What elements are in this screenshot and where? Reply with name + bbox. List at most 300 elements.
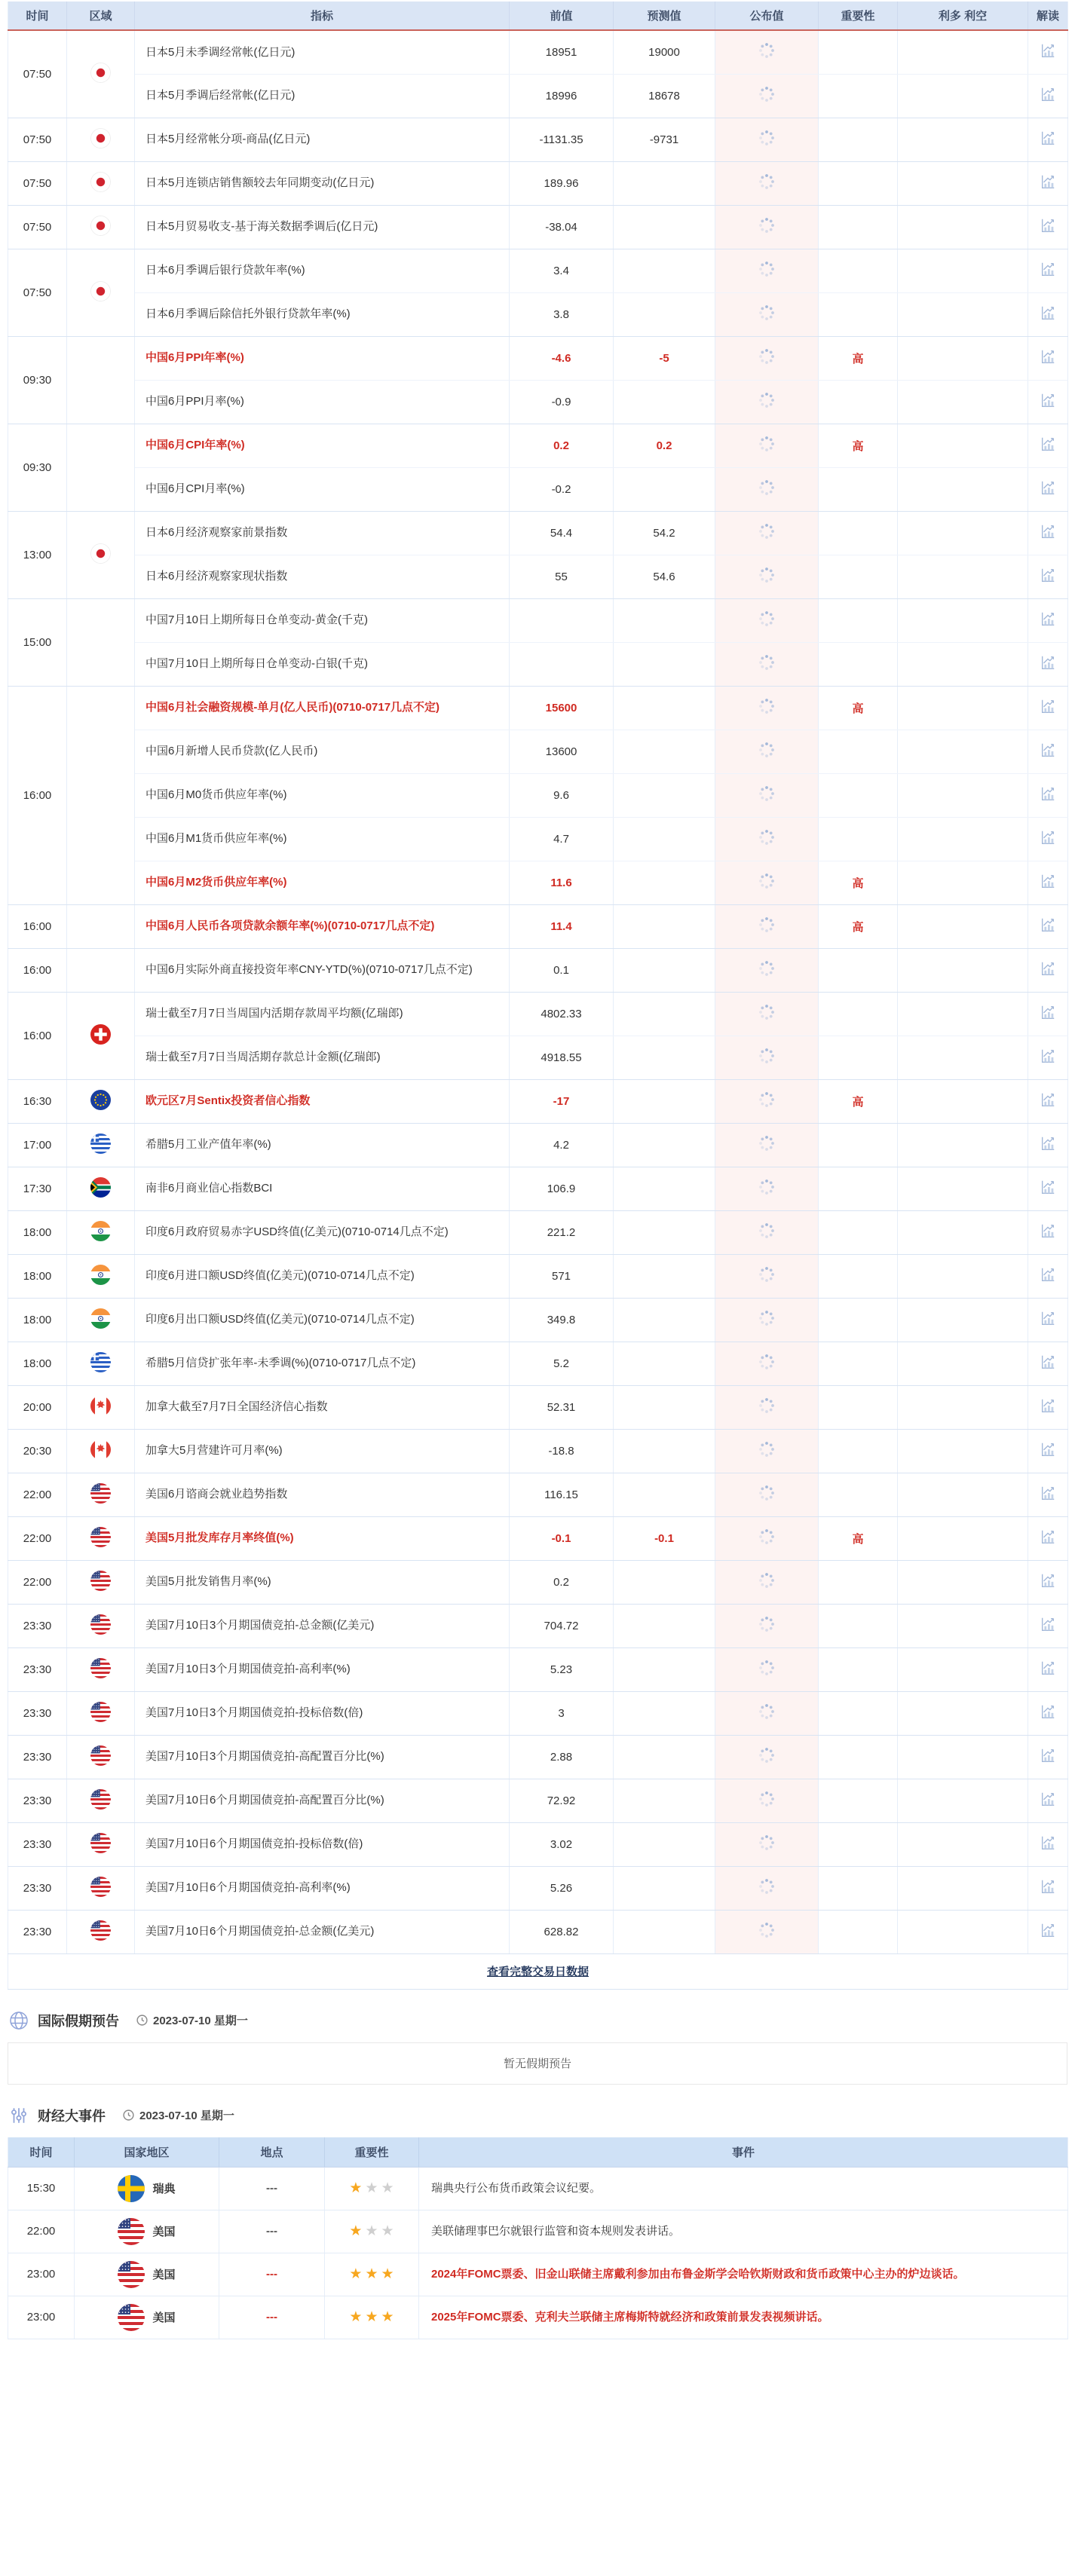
- indicator-cell[interactable]: 加拿大截至7月7日全国经济信心指数: [135, 1385, 510, 1429]
- read-cell[interactable]: [1028, 467, 1068, 511]
- loading-spinner-icon: [758, 1921, 776, 1939]
- read-cell[interactable]: [1028, 1342, 1068, 1385]
- region-cell: [67, 948, 135, 992]
- previous-value-cell: 4802.33: [510, 992, 614, 1036]
- previous-value-cell: 5.23: [510, 1647, 614, 1691]
- read-cell[interactable]: [1028, 598, 1068, 642]
- forecast-value-cell: [614, 1691, 715, 1735]
- indicator-cell[interactable]: 日本6月经济观察家前景指数: [135, 511, 510, 555]
- previous-value-cell: 0.2: [510, 424, 614, 467]
- time-cell: 22:00: [8, 1516, 67, 1560]
- bullish-bearish-cell: [898, 1604, 1028, 1647]
- published-value-cell: [715, 948, 819, 992]
- region-cell: [67, 1167, 135, 1210]
- indicator-cell[interactable]: 中国6月CPI年率(%): [135, 424, 510, 467]
- calendar-row: [8, 1210, 1068, 1254]
- read-cell[interactable]: [1028, 642, 1068, 686]
- published-value-cell: [715, 336, 819, 380]
- clock-icon: [122, 2109, 135, 2122]
- calendar-row: [8, 161, 1068, 205]
- chart-icon: [1040, 1222, 1056, 1239]
- flag-jp-icon: [90, 543, 111, 564]
- time-cell: 07:50: [8, 118, 67, 161]
- importance-cell: [819, 511, 898, 555]
- bullish-bearish-cell: [898, 424, 1028, 467]
- forecast-value-cell: [614, 817, 715, 861]
- forecast-value-cell: -0.1: [614, 1516, 715, 1560]
- region-cell: [67, 249, 135, 336]
- importance-cell: [819, 249, 898, 292]
- read-cell[interactable]: [1028, 555, 1068, 598]
- previous-value-cell: -17: [510, 1079, 614, 1123]
- star-icon: ★: [365, 2266, 378, 2282]
- importance-cell: 高: [819, 424, 898, 467]
- previous-value-cell: 0.1: [510, 948, 614, 992]
- published-value-cell: [715, 773, 819, 817]
- published-value-cell: [715, 1560, 819, 1604]
- read-cell[interactable]: [1028, 30, 1068, 74]
- indicator-cell[interactable]: 中国6月人民币各项贷款余额年率(%)(0710-0717几点不定): [135, 904, 510, 948]
- event-description-cell: 2025年FOMC票委、克利夫兰联储主席梅斯特就经济和政策前景发表视频讲话。: [419, 2296, 1068, 2339]
- event-time-cell: 23:00: [8, 2296, 75, 2339]
- previous-value-cell: 704.72: [510, 1604, 614, 1647]
- loading-spinner-icon: [758, 1659, 776, 1677]
- bullish-bearish-cell: [898, 1079, 1028, 1123]
- read-cell[interactable]: [1028, 1254, 1068, 1298]
- indicator-cell[interactable]: 日本5月经常帐分项-商品(亿日元): [135, 118, 510, 161]
- flag-se-icon: [118, 2175, 145, 2202]
- time-cell: 23:30: [8, 1910, 67, 1953]
- indicator-cell[interactable]: 美国7月10日3个月期国债竞拍-投标倍数(倍): [135, 1691, 510, 1735]
- bullish-bearish-cell: [898, 1210, 1028, 1254]
- forecast-value-cell: 54.2: [614, 511, 715, 555]
- country-label: 瑞典: [152, 2183, 176, 2195]
- read-cell[interactable]: [1028, 861, 1068, 904]
- previous-value-cell: [510, 642, 614, 686]
- flag-jp-icon: [90, 128, 111, 148]
- loading-spinner-icon: [758, 435, 776, 453]
- previous-value-cell: 116.15: [510, 1473, 614, 1516]
- calendar-row: [8, 292, 1068, 336]
- calendar-row: [8, 424, 1068, 467]
- flag-us-icon: [90, 1527, 111, 1547]
- chart-icon: [1040, 304, 1056, 321]
- region-cell: [67, 1473, 135, 1516]
- read-cell[interactable]: [1028, 1429, 1068, 1473]
- forecast-value-cell: [614, 773, 715, 817]
- previous-value-cell: 18996: [510, 74, 614, 118]
- previous-value-cell: 3.8: [510, 292, 614, 336]
- loading-spinner-icon: [758, 1353, 776, 1371]
- read-cell[interactable]: [1028, 1210, 1068, 1254]
- published-value-cell: [715, 1866, 819, 1910]
- indicator-cell[interactable]: 中国6月M2货币供应年率(%): [135, 861, 510, 904]
- indicator-cell[interactable]: 希腊5月工业产值年率(%): [135, 1123, 510, 1167]
- region-cell: [67, 1210, 135, 1254]
- importance-cell: [819, 1298, 898, 1342]
- chart-icon: [1040, 1616, 1056, 1632]
- bullish-bearish-cell: [898, 161, 1028, 205]
- published-value-cell: [715, 161, 819, 205]
- event-country-cell: [75, 2210, 219, 2253]
- read-cell[interactable]: [1028, 1910, 1068, 1953]
- indicator-cell[interactable]: 美国5月批发库存月率终值(%): [135, 1516, 510, 1560]
- event-row: [8, 2167, 1068, 2210]
- calendar-row: [8, 1779, 1068, 1822]
- previous-value-cell: 0.2: [510, 1560, 614, 1604]
- read-cell[interactable]: [1028, 292, 1068, 336]
- calendar-row: [8, 1866, 1068, 1910]
- chart-icon: [1040, 1310, 1056, 1326]
- indicator-cell[interactable]: 中国6月CPI月率(%): [135, 467, 510, 511]
- published-value-cell: [715, 1254, 819, 1298]
- indicator-cell[interactable]: 日本5月季调后经常帐(亿日元): [135, 74, 510, 118]
- forecast-value-cell: [614, 1473, 715, 1516]
- indicator-cell[interactable]: 美国7月10日6个月期国债竞拍-总金额(亿美元): [135, 1910, 510, 1953]
- flag-us-icon: [90, 1658, 111, 1678]
- star-icon: ★: [365, 2223, 378, 2239]
- calendar-row: [8, 467, 1068, 511]
- time-cell: 18:00: [8, 1342, 67, 1385]
- indicator-cell[interactable]: 日本6月季调后银行贷款年率(%): [135, 249, 510, 292]
- loading-spinner-icon: [758, 1003, 776, 1021]
- indicator-cell[interactable]: 印度6月出口额USD终值(亿美元)(0710-0714几点不定): [135, 1298, 510, 1342]
- importance-cell: [819, 1254, 898, 1298]
- forecast-value-cell: 18678: [614, 74, 715, 118]
- read-cell[interactable]: [1028, 380, 1068, 424]
- calendar-header-row: [8, 2, 1068, 30]
- read-cell[interactable]: [1028, 1779, 1068, 1822]
- indicator-cell[interactable]: 日本5月贸易收支-基于海关数据季调后(亿日元): [135, 205, 510, 249]
- indicator-cell[interactable]: 瑞士截至7月7日当周活期存款总计金额(亿瑞郎): [135, 1036, 510, 1079]
- indicator-cell[interactable]: 中国6月M1货币供应年率(%): [135, 817, 510, 861]
- forecast-value-cell: [614, 1866, 715, 1910]
- evt-col-location-header: 地点: [219, 2137, 325, 2168]
- read-cell[interactable]: [1028, 161, 1068, 205]
- time-cell: 17:30: [8, 1167, 67, 1210]
- indicator-cell[interactable]: 印度6月政府贸易赤字USD终值(亿美元)(0710-0714几点不定): [135, 1210, 510, 1254]
- read-cell[interactable]: [1028, 1560, 1068, 1604]
- read-cell[interactable]: [1028, 773, 1068, 817]
- col-bias-header: 利多 利空: [898, 2, 1028, 30]
- loading-spinner-icon: [758, 1178, 776, 1196]
- forecast-value-cell: [614, 904, 715, 948]
- previous-value-cell: 4.2: [510, 1123, 614, 1167]
- indicator-cell[interactable]: 印度6月进口额USD终值(亿美元)(0710-0714几点不定): [135, 1254, 510, 1298]
- indicator-cell[interactable]: 欧元区7月Sentix投资者信心指数: [135, 1079, 510, 1123]
- published-value-cell: [715, 1691, 819, 1735]
- importance-cell: [819, 1560, 898, 1604]
- importance-cell: [819, 817, 898, 861]
- indicator-cell[interactable]: 美国7月10日6个月期国债竞拍-高配置百分比(%): [135, 1779, 510, 1822]
- loading-spinner-icon: [758, 522, 776, 540]
- read-cell[interactable]: [1028, 817, 1068, 861]
- indicator-cell[interactable]: 加拿大5月营建许可月率(%): [135, 1429, 510, 1473]
- view-full-trading-day-link[interactable]: 查看完整交易日数据: [486, 1966, 589, 1978]
- chart-icon: [1040, 698, 1056, 714]
- chart-icon: [1040, 610, 1056, 627]
- read-cell[interactable]: [1028, 1691, 1068, 1735]
- bullish-bearish-cell: [898, 686, 1028, 730]
- region-cell: [67, 1735, 135, 1779]
- bullish-bearish-cell: [898, 30, 1028, 74]
- evt-col-event-header: 事件: [419, 2137, 1068, 2168]
- time-cell: 23:30: [8, 1691, 67, 1735]
- region-cell: [67, 1123, 135, 1167]
- flag-us-icon: [90, 1789, 111, 1810]
- indicator-cell[interactable]: 日本6月经济观察家现状指数: [135, 555, 510, 598]
- bullish-bearish-cell: [898, 1429, 1028, 1473]
- read-cell[interactable]: [1028, 1473, 1068, 1516]
- events-header-row: [8, 2137, 1068, 2168]
- previous-value-cell: 54.4: [510, 511, 614, 555]
- time-cell: 16:00: [8, 686, 67, 904]
- calendar-row: [8, 205, 1068, 249]
- chart-icon: [1040, 42, 1056, 59]
- published-value-cell: [715, 205, 819, 249]
- country-label: 美国: [152, 2269, 176, 2281]
- published-value-cell: [715, 292, 819, 336]
- flag-jp-icon: [90, 172, 111, 192]
- read-cell[interactable]: [1028, 1866, 1068, 1910]
- forecast-value-cell: [614, 948, 715, 992]
- indicator-cell[interactable]: 中国6月PPI月率(%): [135, 380, 510, 424]
- country-label: 美国: [152, 2226, 176, 2238]
- calendar-row: [8, 1385, 1068, 1429]
- economic-calendar-table: [8, 2, 1068, 1990]
- indicator-cell[interactable]: 美国7月10日6个月期国债竞拍-高利率(%): [135, 1866, 510, 1910]
- chart-icon: [1040, 1528, 1056, 1545]
- read-cell[interactable]: [1028, 1123, 1068, 1167]
- forecast-value-cell: [614, 686, 715, 730]
- bullish-bearish-cell: [898, 1516, 1028, 1560]
- time-cell: 09:30: [8, 336, 67, 424]
- calendar-row: [8, 74, 1068, 118]
- read-cell[interactable]: [1028, 249, 1068, 292]
- indicator-cell[interactable]: 瑞士截至7月7日当周国内活期存款周平均额(亿瑞郎): [135, 992, 510, 1036]
- region-cell: [67, 992, 135, 1079]
- indicator-cell[interactable]: 中国6月实际外商直接投资年率CNY-YTD(%)(0710-0717几点不定): [135, 948, 510, 992]
- time-cell: 18:00: [8, 1298, 67, 1342]
- loading-spinner-icon: [758, 1134, 776, 1152]
- indicator-cell[interactable]: 日本6月季调后除信托外银行贷款年率(%): [135, 292, 510, 336]
- flag-in-icon: [90, 1265, 111, 1285]
- chart-icon: [1040, 1004, 1056, 1020]
- previous-value-cell: 55: [510, 555, 614, 598]
- calendar-row: [8, 1254, 1068, 1298]
- read-cell[interactable]: [1028, 1167, 1068, 1210]
- importance-cell: [819, 1866, 898, 1910]
- indicator-cell[interactable]: 美国5月批发销售月率(%): [135, 1560, 510, 1604]
- indicator-cell[interactable]: 美国7月10日3个月期国债竞拍-高利率(%): [135, 1647, 510, 1691]
- no-holiday-text: 暂无假期预告: [503, 2057, 571, 2070]
- forecast-value-cell: [614, 1123, 715, 1167]
- loading-spinner-icon: [758, 1790, 776, 1808]
- chart-icon: [1040, 1834, 1056, 1851]
- published-value-cell: [715, 1822, 819, 1866]
- chart-icon: [1040, 1354, 1056, 1370]
- chart-icon: [1040, 654, 1056, 671]
- published-value-cell: [715, 30, 819, 74]
- event-country-cell: [75, 2167, 219, 2210]
- time-cell: 16:00: [8, 904, 67, 948]
- indicator-cell[interactable]: 中国6月新增人民币贷款(亿人民币): [135, 730, 510, 773]
- read-cell[interactable]: [1028, 730, 1068, 773]
- loading-spinner-icon: [758, 129, 776, 147]
- previous-value-cell: 349.8: [510, 1298, 614, 1342]
- published-value-cell: [715, 118, 819, 161]
- importance-cell: [819, 1735, 898, 1779]
- event-description-cell: 2024年FOMC票委、旧金山联储主席戴利参加由布鲁金斯学会哈钦斯财政和货币政策中心主办的炉边谈话。: [419, 2253, 1068, 2296]
- indicator-cell[interactable]: 希腊5月信贷扩张年率-未季调(%)(0710-0717几点不定): [135, 1342, 510, 1385]
- indicator-cell[interactable]: 美国7月10日3个月期国债竞拍-总金额(亿美元): [135, 1604, 510, 1647]
- previous-value-cell: 3.4: [510, 249, 614, 292]
- published-value-cell: [715, 1298, 819, 1342]
- indicator-cell[interactable]: 中国6月社会融资规模-单月(亿人民币)(0710-0717几点不定): [135, 686, 510, 730]
- calendar-row: [8, 380, 1068, 424]
- read-cell[interactable]: [1028, 1298, 1068, 1342]
- forecast-value-cell: 0.2: [614, 424, 715, 467]
- loading-spinner-icon: [758, 85, 776, 103]
- published-value-cell: [715, 1167, 819, 1210]
- indicator-cell[interactable]: 日本5月连锁店销售额较去年同期变动(亿日元): [135, 161, 510, 205]
- importance-cell: [819, 1647, 898, 1691]
- read-cell[interactable]: [1028, 1036, 1068, 1079]
- bullish-bearish-cell: [898, 1036, 1028, 1079]
- read-cell[interactable]: [1028, 1516, 1068, 1560]
- read-cell[interactable]: [1028, 424, 1068, 467]
- bullish-bearish-cell: [898, 904, 1028, 948]
- calendar-row: [8, 1036, 1068, 1079]
- read-cell[interactable]: [1028, 118, 1068, 161]
- indicator-cell[interactable]: 日本5月未季调经常帐(亿日元): [135, 30, 510, 74]
- chart-icon: [1040, 479, 1056, 496]
- importance-cell: [819, 1342, 898, 1385]
- read-cell[interactable]: [1028, 1735, 1068, 1779]
- read-cell[interactable]: [1028, 511, 1068, 555]
- previous-value-cell: 15600: [510, 686, 614, 730]
- time-cell: 07:50: [8, 205, 67, 249]
- time-cell: 22:00: [8, 1473, 67, 1516]
- read-cell[interactable]: [1028, 904, 1068, 948]
- read-cell[interactable]: [1028, 1822, 1068, 1866]
- flag-us-icon: [90, 1702, 111, 1722]
- previous-value-cell: -4.6: [510, 336, 614, 380]
- read-cell[interactable]: [1028, 74, 1068, 118]
- indicator-cell[interactable]: 美国7月10日3个月期国债竞拍-高配置百分比(%): [135, 1735, 510, 1779]
- bullish-bearish-cell: [898, 1779, 1028, 1822]
- importance-cell: [819, 1429, 898, 1473]
- sliders-icon: [9, 2106, 29, 2125]
- time-cell: 13:00: [8, 511, 67, 598]
- importance-cell: [819, 642, 898, 686]
- event-importance-stars: [325, 2210, 419, 2253]
- read-cell[interactable]: [1028, 205, 1068, 249]
- read-cell[interactable]: [1028, 1079, 1068, 1123]
- star-icon: ★: [381, 2309, 394, 2325]
- forecast-value-cell: [614, 1735, 715, 1779]
- event-description-cell: 美联储理事巴尔就银行监管和资本规则发表讲话。: [419, 2210, 1068, 2253]
- importance-cell: 高: [819, 861, 898, 904]
- time-cell: 16:30: [8, 1079, 67, 1123]
- loading-spinner-icon: [758, 347, 776, 366]
- calendar-row: [8, 1735, 1068, 1779]
- time-cell: 07:50: [8, 30, 67, 118]
- read-cell[interactable]: [1028, 948, 1068, 992]
- bullish-bearish-cell: [898, 992, 1028, 1036]
- loading-spinner-icon: [758, 959, 776, 977]
- flag-in-icon: [90, 1308, 111, 1329]
- region-cell: [67, 1604, 135, 1647]
- forecast-value-cell: [614, 1429, 715, 1473]
- calendar-row: [8, 1123, 1068, 1167]
- forecast-value-cell: -5: [614, 336, 715, 380]
- forecast-value-cell: [614, 1210, 715, 1254]
- calendar-row: [8, 118, 1068, 161]
- forecast-value-cell: [614, 205, 715, 249]
- region-cell: [67, 511, 135, 598]
- bullish-bearish-cell: [898, 74, 1028, 118]
- read-cell[interactable]: [1028, 686, 1068, 730]
- flag-us-icon: [118, 2218, 145, 2245]
- bullish-bearish-cell: [898, 642, 1028, 686]
- calendar-row: [8, 686, 1068, 730]
- calendar-row: [8, 1604, 1068, 1647]
- chart-icon: [1040, 567, 1056, 583]
- event-location-cell: ---: [219, 2210, 325, 2253]
- published-value-cell: [715, 1516, 819, 1560]
- country-label: 美国: [152, 2311, 176, 2324]
- read-cell[interactable]: [1028, 1604, 1068, 1647]
- forecast-value-cell: [614, 292, 715, 336]
- forecast-value-cell: [614, 1298, 715, 1342]
- region-cell: [67, 598, 135, 686]
- loading-spinner-icon: [758, 304, 776, 322]
- time-cell: 07:50: [8, 161, 67, 205]
- read-cell[interactable]: [1028, 1385, 1068, 1429]
- read-cell[interactable]: [1028, 1647, 1068, 1691]
- region-cell: [67, 1385, 135, 1429]
- indicator-cell[interactable]: 中国6月PPI年率(%): [135, 336, 510, 380]
- forecast-value-cell: [614, 642, 715, 686]
- bullish-bearish-cell: [898, 730, 1028, 773]
- importance-cell: [819, 1385, 898, 1429]
- loading-spinner-icon: [758, 828, 776, 846]
- published-value-cell: [715, 1123, 819, 1167]
- chart-icon: [1040, 1703, 1056, 1720]
- bullish-bearish-cell: [898, 1647, 1028, 1691]
- indicator-cell[interactable]: 中国7月10日上期所每日仓单变动-白银(千克): [135, 642, 510, 686]
- indicator-cell[interactable]: 美国7月10日6个月期国债竞拍-投标倍数(倍): [135, 1822, 510, 1866]
- bullish-bearish-cell: [898, 817, 1028, 861]
- bullish-bearish-cell: [898, 1473, 1028, 1516]
- calendar-row: [8, 1691, 1068, 1735]
- region-cell: [67, 424, 135, 511]
- flag-us-icon: [118, 2304, 145, 2331]
- time-cell: 15:00: [8, 598, 67, 686]
- event-location-cell: ---: [219, 2167, 325, 2210]
- read-cell[interactable]: [1028, 992, 1068, 1036]
- indicator-cell[interactable]: 中国6月M0货币供应年率(%): [135, 773, 510, 817]
- read-cell[interactable]: [1028, 336, 1068, 380]
- indicator-cell[interactable]: 中国7月10日上期所每日仓单变动-黄金(千克): [135, 598, 510, 642]
- importance-cell: [819, 730, 898, 773]
- importance-cell: [819, 1910, 898, 1953]
- bullish-bearish-cell: [898, 1560, 1028, 1604]
- indicator-cell[interactable]: 南非6月商业信心指数BCI: [135, 1167, 510, 1210]
- indicator-cell[interactable]: 美国6月谘商会就业趋势指数: [135, 1473, 510, 1516]
- calendar-row: [8, 642, 1068, 686]
